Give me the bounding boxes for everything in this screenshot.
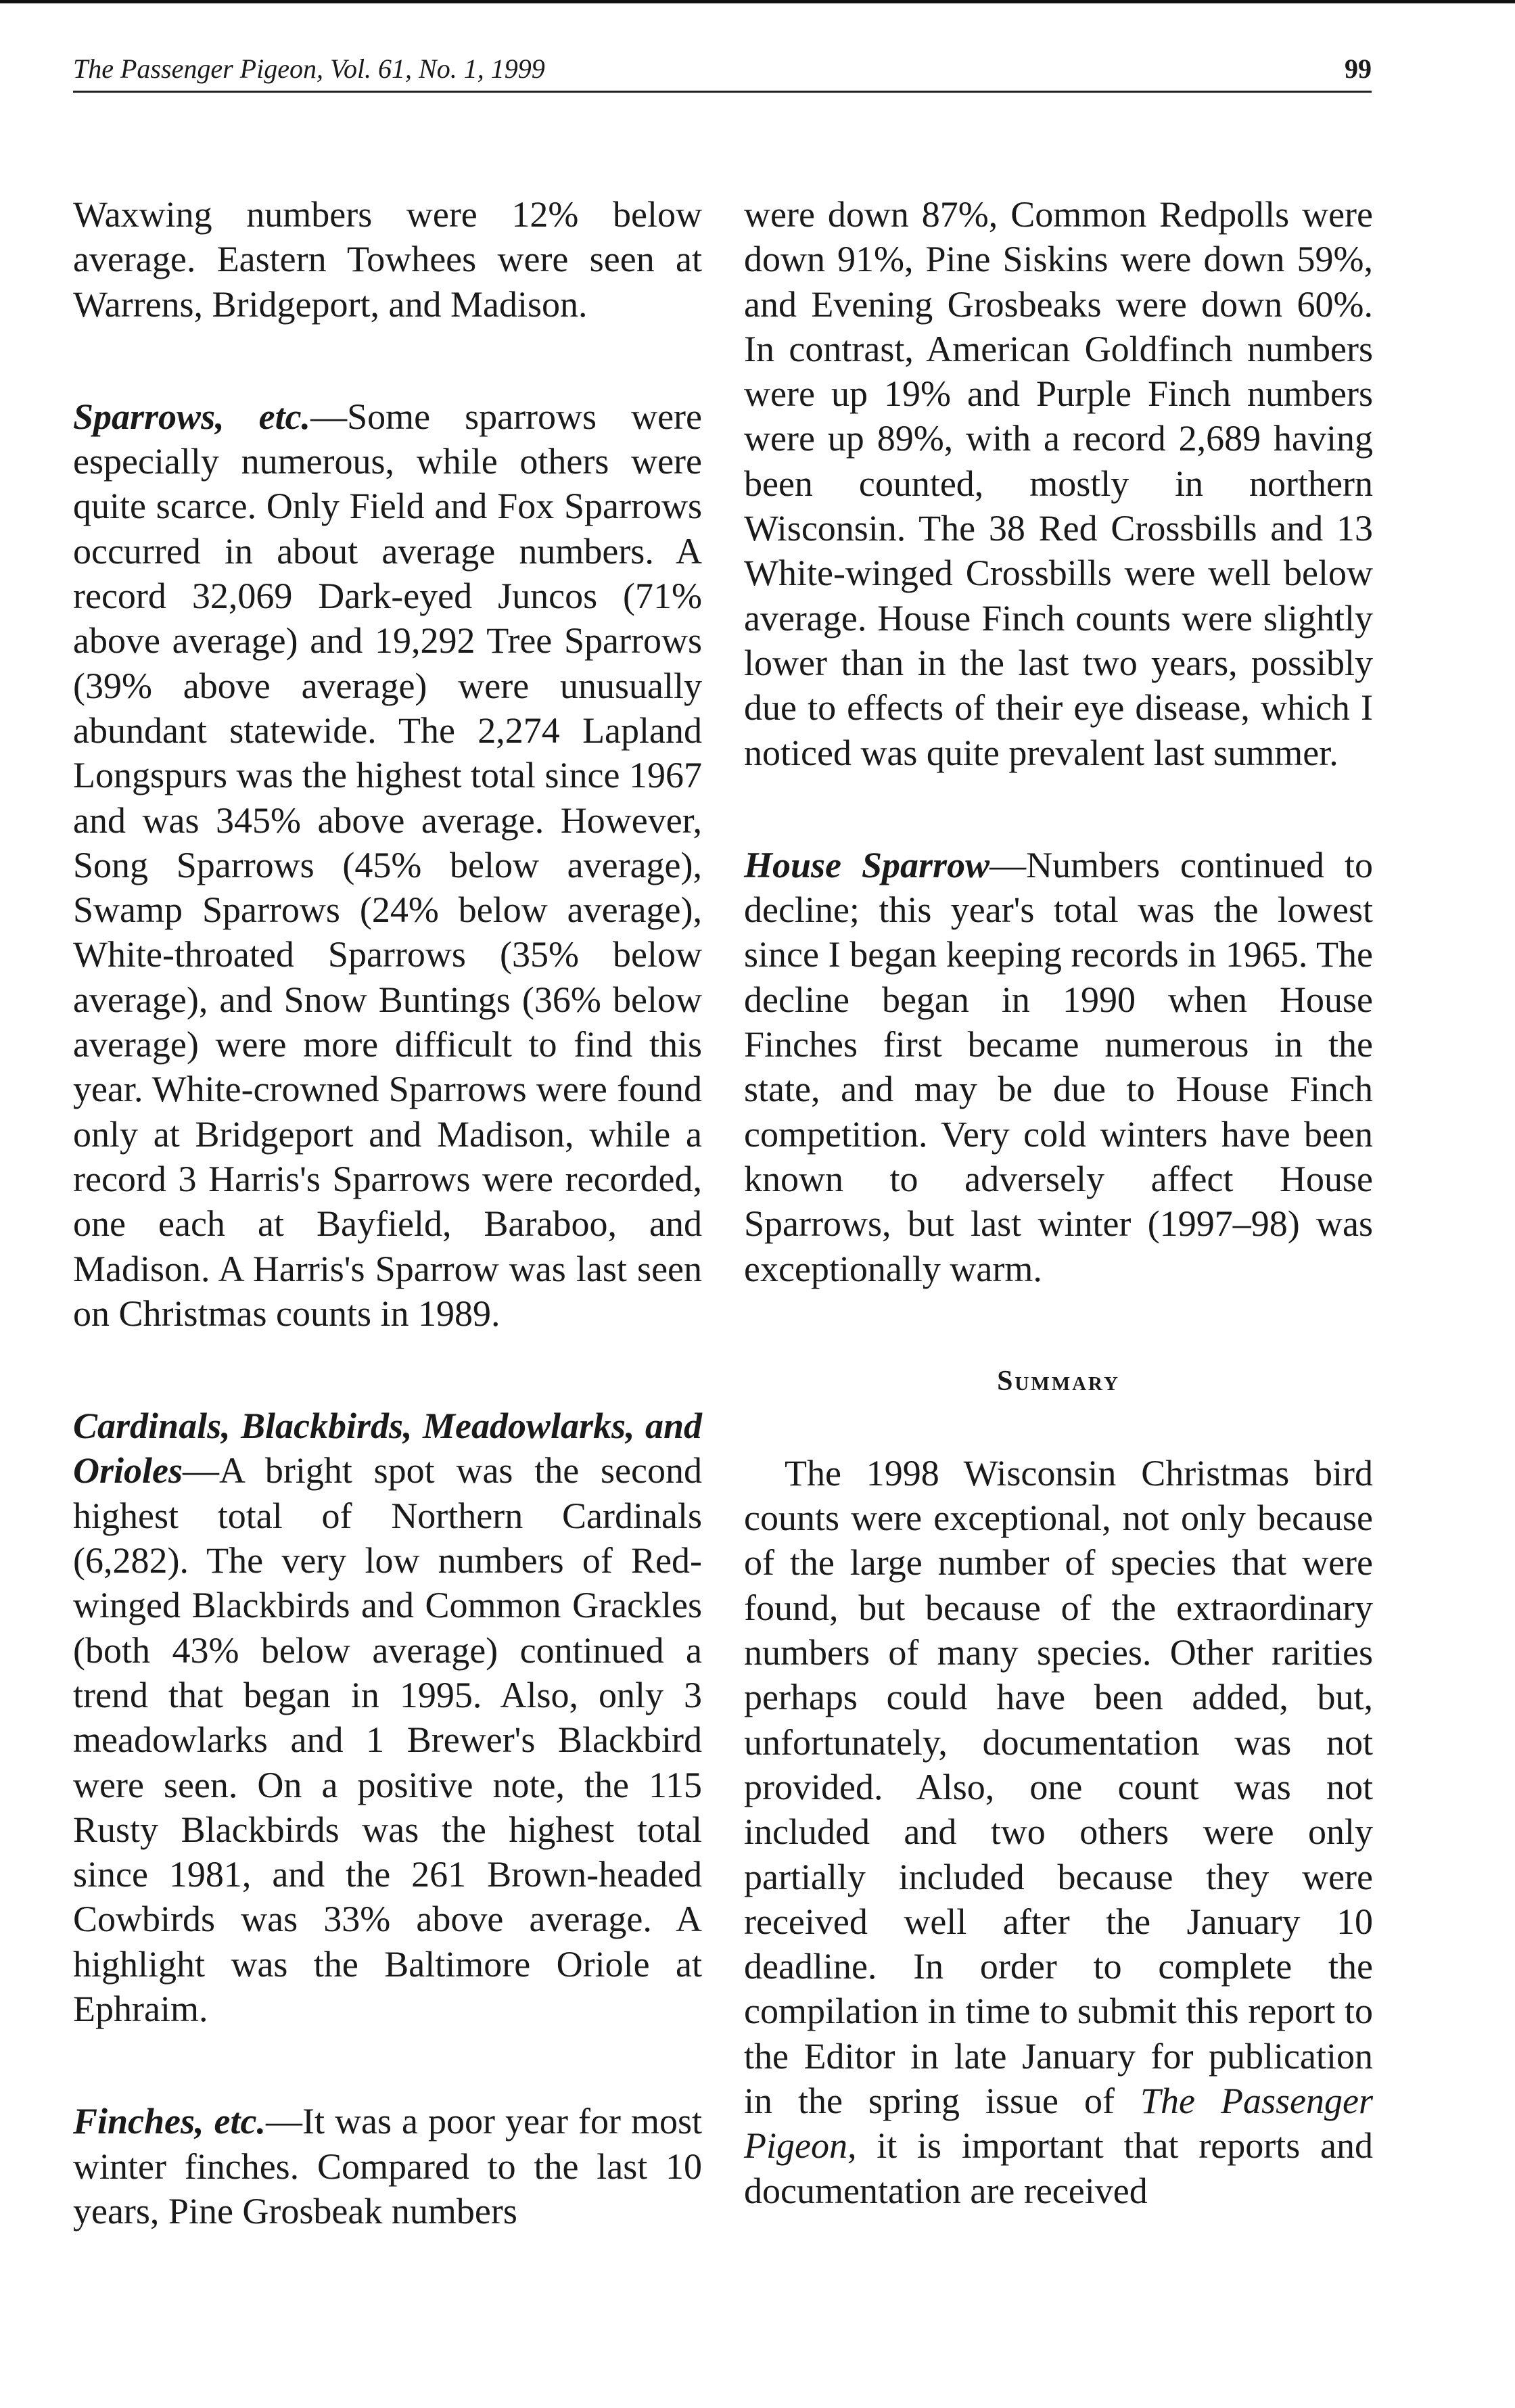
paragraph-house-sparrow — [744, 843, 1373, 1291]
paragraph-finches — [73, 2099, 702, 2233]
paragraph-text: The 1998 Wisconsin Christmas bird counts were exceptional, not only because of the large number of species that were found, but because of the extraordinary numbers of many species. Other rarities perhaps could have been added, but, unfortunately, documentation was not provided. Also, one count was not included and two others were only partially included because they were received well after the January 10 deadline. In order to complete the compilation in time to submit this report to the Editor in late January for publication in the spring issue of — [744, 1452, 1373, 2121]
left-column — [73, 192, 702, 2233]
paragraph-waxwing — [73, 192, 702, 327]
header-rule — [73, 91, 1372, 93]
top-border — [0, 0, 1515, 3]
run-in-heading: Cardinals, Blackbirds, Meadowlarks, and Orioles — [73, 1406, 702, 1491]
running-header — [73, 49, 1372, 91]
journal-citation: The Passenger Pigeon, Vol. 61, No. 1, 1999 — [73, 53, 545, 84]
paragraph-finches-cont — [744, 192, 1373, 775]
paragraph-text: —Numbers continued to decline; this year's total was the lowest since I began keeping records in 1965. The decline began in 1990 when House Finches first became numerous in the state, and may be due to House Finch competition. Very cold winters have been known to adversely affect House Sparrows, but last winter (1997–98) was exceptionally warm. — [744, 844, 1373, 1289]
paragraph-text: —Some sparrows were especially numerous, while others were quite scarce. Only Field and Fox Sparrows occurred in about average numbers. A record 32,069 Dark-eyed Juncos (71% above average) and 19,292 Tree Sparrows (39% above average) were unusually abundant statewide. The 2,274 Lapland Longspurs was the highest total since 1967 and was 345% above average. However, Song Sparrows (45% below average), Swamp Sparrows (24% below average), White-throated Sparrows (35% below average), and Snow Buntings (36% below average) were more difficult to find this year. White-crowned Sparrows were found only at Bridgeport and Madison, while a record 3 Harris's Sparrows were recorded, one each at Bayfield, Baraboo, and Madison. A Harris's Sparrow was last seen on Christmas counts in 1989. — [73, 396, 702, 1334]
run-in-heading: Finches, etc. — [73, 2101, 266, 2142]
page-number: 99 — [1345, 53, 1372, 84]
paragraph-summary — [744, 1451, 1373, 2213]
section-title-summary: Summary — [997, 1365, 1120, 1397]
paragraph-sparrows — [73, 394, 702, 1336]
right-column — [744, 192, 1373, 2213]
paragraph-text: Waxwing numbers were 12% below average. Eastern Towhees were seen at Warrens, Bridgeport, and Madison. — [73, 194, 702, 325]
paragraph-text: it is important that reports and documentation are received — [744, 2125, 1373, 2211]
journal-name-italic: The Passenger Pigeon, — [744, 2080, 1373, 2167]
paragraph-text: were down 87%, Common Redpolls were down 91%, Pine Siskins were down 59%, and Evening Grosbeaks were down 60%. In contrast, American Goldfinch numbers were up 19% and Purple Finch numbers were up 89%, with a record 2,689 having been counted, mostly in northern Wisconsin. The 38 Red Crossbills and 13 White-winged Crossbills were well below average. House Finch counts were slightly lower than in the last two years, possibly due to effects of their eye disease, which I noticed was quite prevalent last summer. — [744, 194, 1373, 773]
paragraph-text: —It was a poor year for most winter finches. Compared to the last 10 years, Pine Grosbeak numbers — [73, 2101, 702, 2231]
paragraph-cardinals — [73, 1404, 702, 2031]
run-in-heading: Sparrows, etc. — [73, 396, 311, 437]
paragraph-text: —A bright spot was the second highest total of Northern Cardinals (6,282). The very low numbers of Red-winged Blackbirds and Common Grackles (both 43% below average) continued a trend that began in 1995. Also, only 3 meadowlarks and 1 Brewer's Blackbird were seen. On a positive note, the 115 Rusty Blackbirds was the highest total since 1981, and the 261 Brown-headed Cowbirds was 33% above average. A highlight was the Baltimore Oriole at Ephraim. — [73, 1450, 702, 2029]
run-in-heading: House Sparrow — [744, 844, 990, 885]
